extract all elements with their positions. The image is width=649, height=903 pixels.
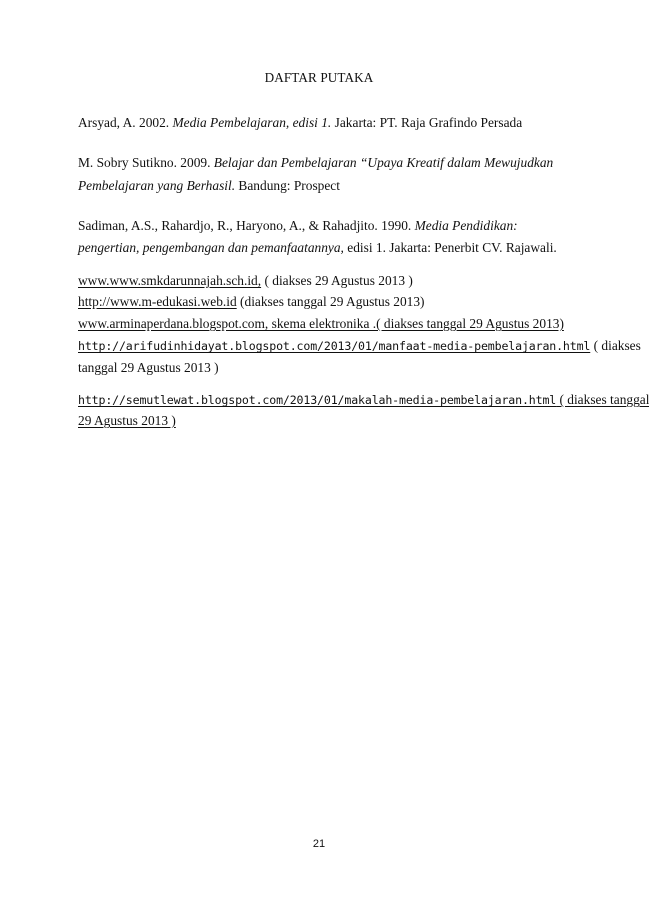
page-number: 21 bbox=[312, 838, 326, 850]
reference-sadiman-line-1 bbox=[78, 218, 518, 234]
reference-arsyad bbox=[78, 115, 522, 131]
access-note: ( diakses 29 Agustus 2013 ) bbox=[261, 273, 413, 288]
reference-text: M. Sobry Sutikno. 2009. bbox=[78, 155, 214, 170]
access-note: ( diakses bbox=[590, 338, 641, 353]
reference-publisher: Bandung: Prospect bbox=[235, 178, 340, 193]
reference-book-title: Media Pendidikan: bbox=[414, 218, 518, 233]
reference-link[interactable]: http://semutlewat.blogspot.com/2013/01/makalah-media-pembelajaran.html bbox=[78, 393, 557, 407]
web-reference-semutlewat-line-1 bbox=[78, 392, 649, 408]
reference-link[interactable]: http://www.m-edukasi.web.id bbox=[78, 294, 237, 309]
access-note: (diakses tanggal 29 Agustus 2013) bbox=[236, 294, 425, 309]
reference-book-title: Pembelajaran yang Berhasil. bbox=[78, 178, 236, 193]
reference-link[interactable]: www.arminaperdana.blogspot.com, skema elektronika .( diakses tanggal 29 Agustus 2013) bbox=[78, 316, 564, 331]
web-reference-arminaperdana bbox=[78, 316, 564, 332]
web-reference-smkdarunnajah bbox=[78, 273, 413, 289]
reference-sutikno-line-2 bbox=[78, 178, 340, 194]
reference-text: Arsyad, A. 2002. bbox=[78, 115, 173, 130]
web-reference-m-edukasi bbox=[78, 294, 425, 310]
reference-book-title: Media Pembelajaran, edisi 1. bbox=[172, 115, 332, 130]
page-title: DAFTAR PUTAKA bbox=[264, 70, 374, 85]
web-reference-arifudinhidayat-line-2 bbox=[78, 360, 219, 376]
reference-sutikno-line-1 bbox=[78, 155, 553, 171]
access-note[interactable]: 29 Agustus 2013 ) bbox=[78, 413, 176, 428]
reference-publisher: edisi 1. Jakarta: Penerbit CV. Rajawali. bbox=[343, 240, 557, 255]
reference-text: Sadiman, A.S., Rahardjo, R., Haryono, A., & Rahadjito. 1990. bbox=[78, 218, 415, 233]
reference-book-title: Belajar dan Pembelajaran “Upaya Kreatif dalam Mewujudkan bbox=[213, 155, 554, 170]
access-note[interactable]: ( diakses tanggal bbox=[556, 392, 649, 407]
reference-link[interactable]: http://arifudinhidayat.blogspot.com/2013/01/manfaat-media-pembelajaran.html bbox=[78, 339, 591, 353]
reference-link[interactable]: www.www.smkdarunnajah.sch.id, bbox=[78, 273, 262, 288]
reference-publisher: Jakarta: PT. Raja Grafindo Persada bbox=[331, 115, 523, 130]
reference-sadiman-line-2 bbox=[78, 240, 557, 256]
web-reference-semutlewat-line-2 bbox=[78, 413, 176, 429]
access-note: tanggal 29 Agustus 2013 ) bbox=[78, 360, 219, 375]
web-reference-arifudinhidayat-line-1 bbox=[78, 338, 641, 354]
reference-book-title: pengertian, pengembangan dan pemanfaatannya, bbox=[78, 240, 344, 255]
